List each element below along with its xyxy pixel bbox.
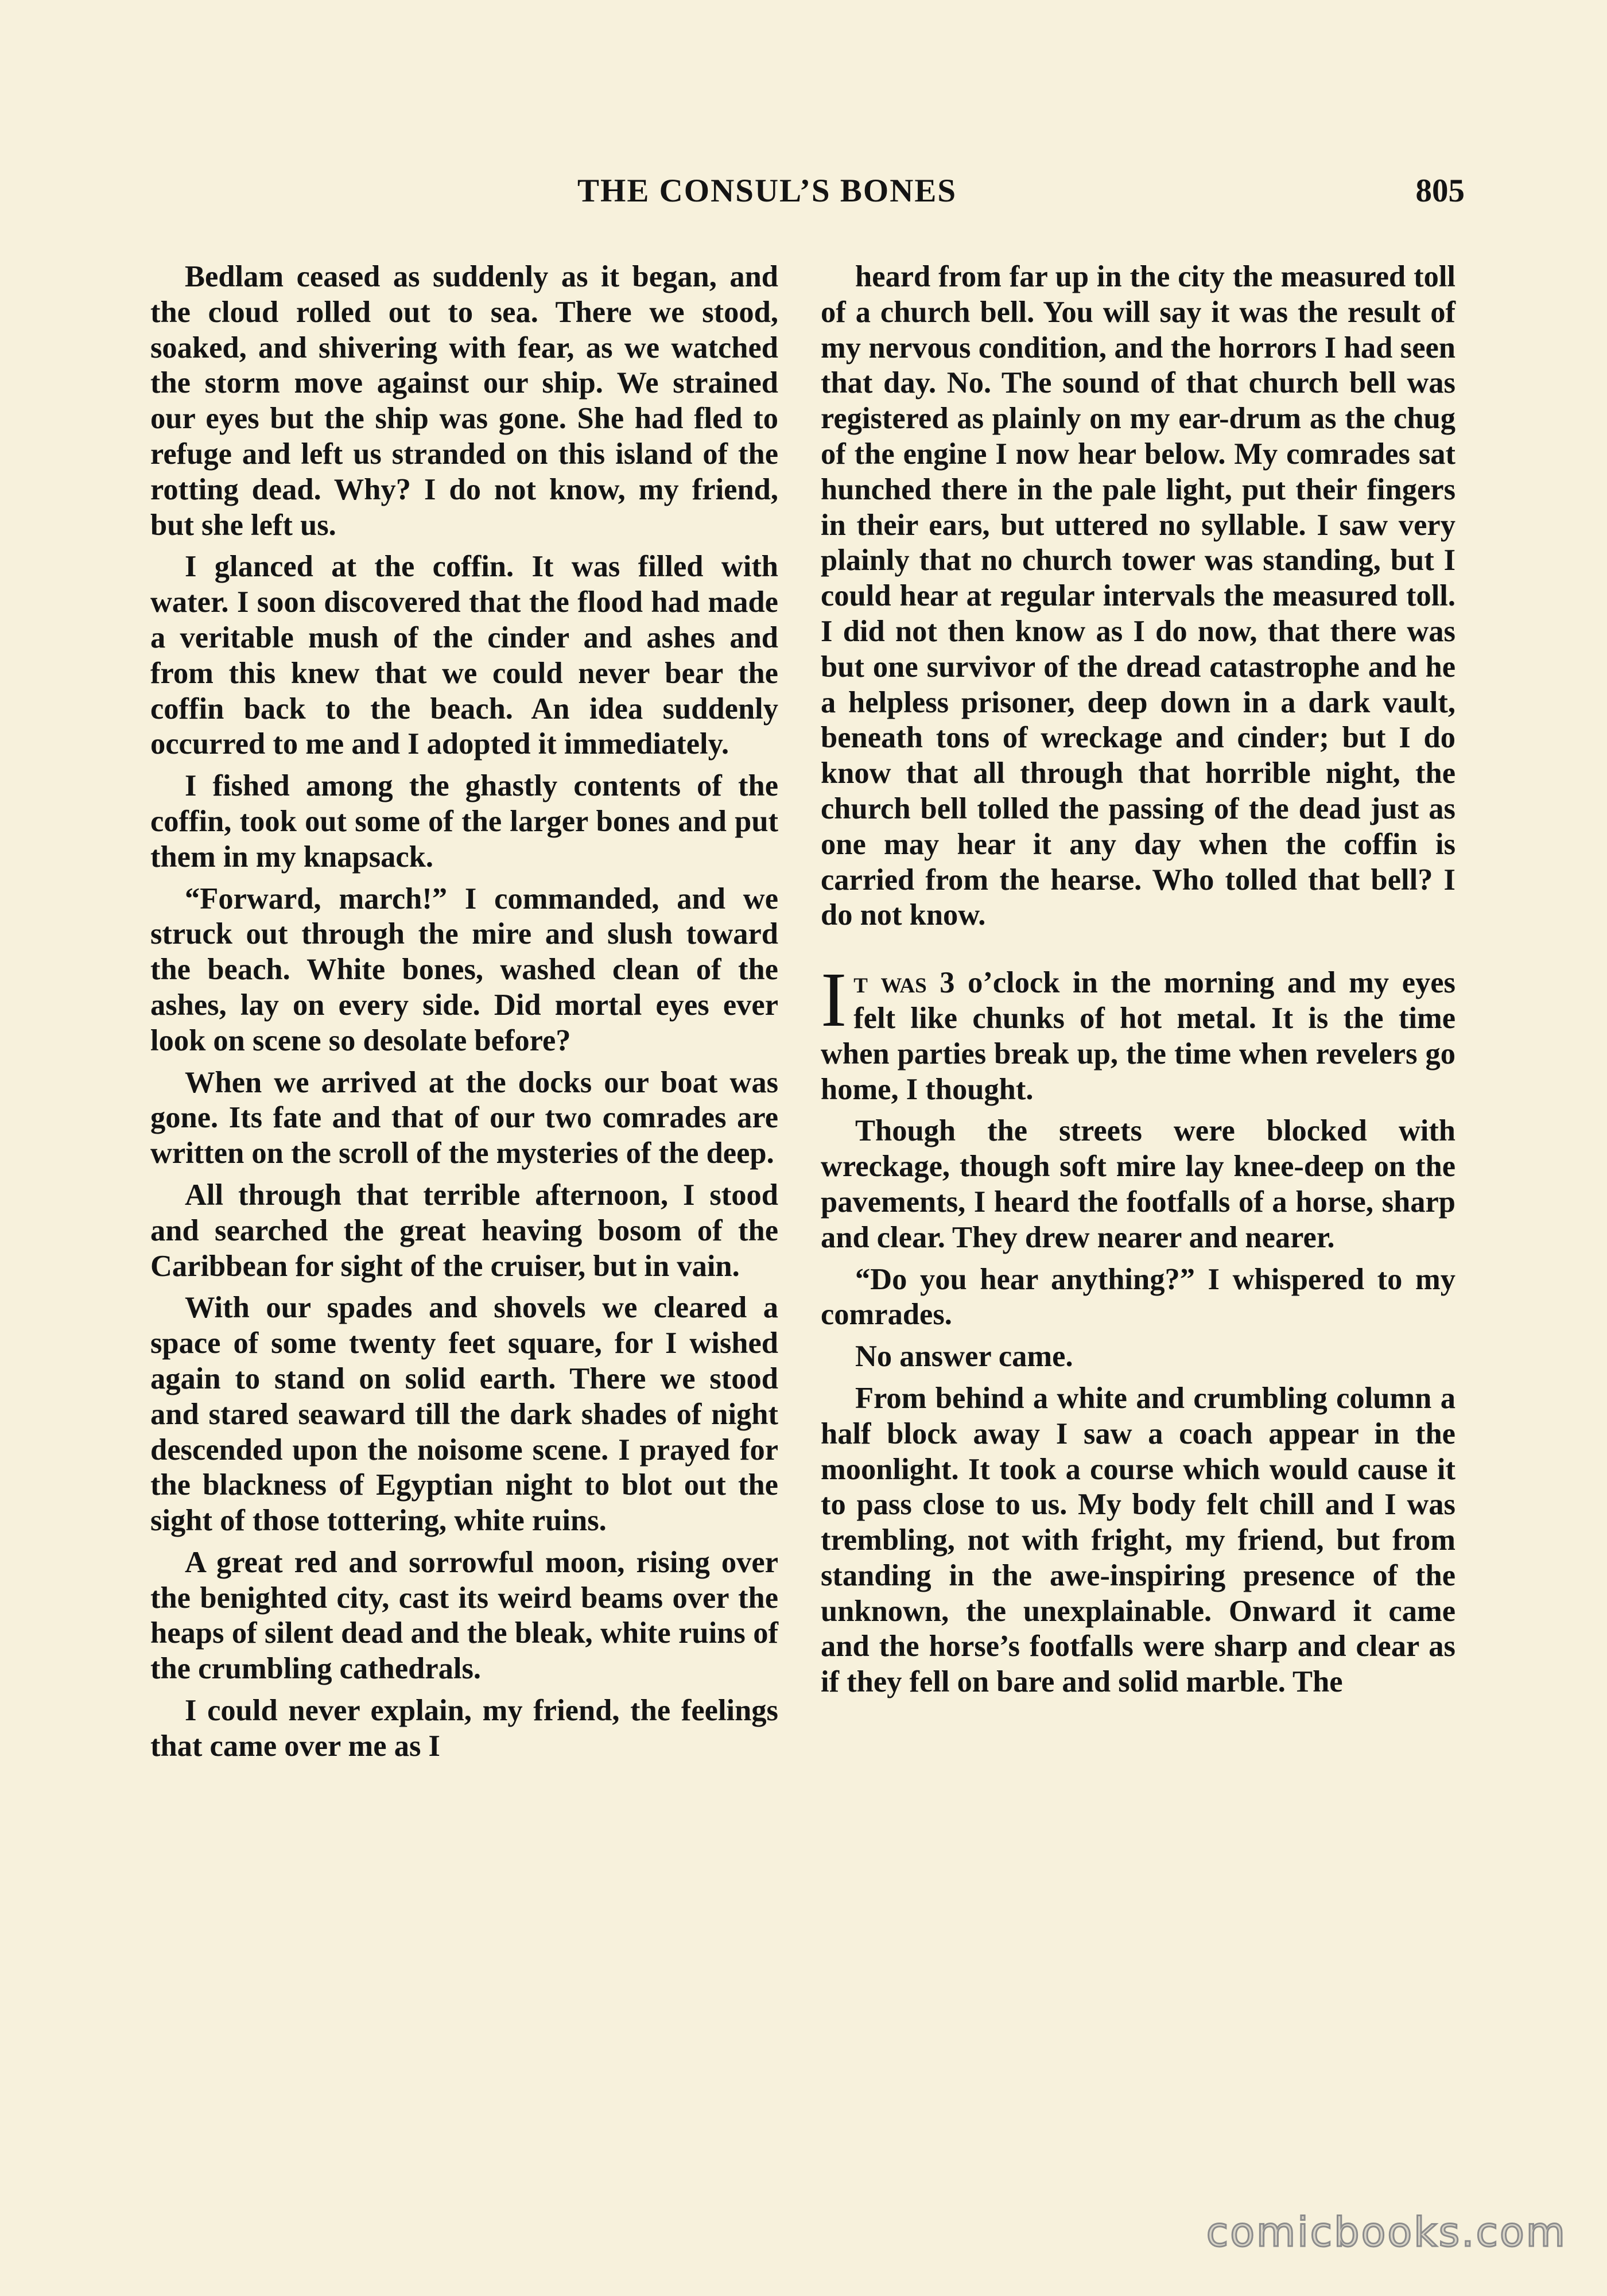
page-number: 805: [1415, 173, 1465, 209]
paragraph: All through that terrible afternoon, I stood and searched the great heaving bosom of the Caribbean for sight of the cruiser, but in vain.: [150, 1178, 778, 1283]
paragraph: When we arrived at the docks our boat was gone. Its fate and that of our two comrades are written on the scroll of the mysteries of the deep.: [150, 1065, 778, 1170]
paragraph: Bedlam ceased as suddenly as it began, and the cloud rolled out to sea. There we stood, soaked, and shivering with fear, as we watched the storm move against our ship. We strained our eyes but the ship was gone. She had fled to refuge and left us stranded on this island of the rotting dead. Why? I do not know, my friend, but she left us.: [150, 260, 778, 542]
section-opening-paragraph: [821, 957, 1455, 1107]
paragraph: I could never explain, my friend, the feelings that came over me as I: [150, 1694, 778, 1763]
paragraph: “Do you hear anything?” I whispered to my comrades.: [821, 1262, 1455, 1332]
paragraph: I fished among the ghastly contents of the coffin, took out some of the larger bones and put them in my knapsack.: [150, 769, 778, 874]
paragraph: A great red and sorrowful moon, rising over the benighted city, cast its weird beams over the heaps of silent dead and the bleak, white ruins of the crumbling cathedrals.: [150, 1545, 778, 1686]
paragraph: From behind a white and crumbling column a half block away I saw a coach appear in the moonlight. It took a course which would cause it to pass close to us. My body felt chill and I was trembling, not with fright, my friend, but from standing in the awe-inspiring presence of the unknown, the unexplainable. Onward it came and the horse’s footfalls were sharp and clear as if they fell on bare and solid marble. The: [821, 1381, 1455, 1699]
paragraph: With our spades and shovels we cleared a space of some twenty feet square, for I wished again to stand on solid earth. There we stood and stared seaward till the dark shades of night descended upon the noisome scene. I prayed for the blackness of Egyptian night to blot out the sight of those tottering, white ruins.: [150, 1291, 778, 1538]
left-column: [150, 259, 778, 1771]
section-opening-text: 3 o’clock in the morning and my eyes felt like chunks of hot metal. It is the time when parties break up, the time when revelers go home, I thought.: [821, 966, 1455, 1106]
paragraph: No answer came.: [855, 1340, 1073, 1374]
paragraph: I glanced at the coffin. It was filled with water. I soon discovered that the flood had made a veritable mush of the cinder and ashes and from this knew that we could never bear the coffin back to the beach. An idea suddenly occurred to me and I adopted it immediately.: [150, 550, 778, 761]
paragraph: Though the streets were blocked with wreckage, though soft mire lay knee-deep on the pavements, I heard the footfalls of a horse, sharp and clear. They drew nearer and nearer.: [821, 1114, 1455, 1254]
paragraph: heard from far up in the city the measured toll of a church bell. You will say it was the result of my nervous condition, and the horrors I had seen that day. No. The sound of that church bell was registered as plainly on my ear-drum as the chug of the engine I now hear below. My comrades sat hunched there in the pale light, put their fingers in their ears, but uttered no syllable. I saw very plainly that no church tower was standing, but I could hear at regular intervals the measured toll. I did not then know as I do now, that there was but one survivor of the dread catastrophe and he a helpless prisoner, deep down in a dark vault, beneath tons of wreckage and cinder; but I do know that all through that horrible night, the church bell tolled the passing of the dead just as one may hear it any day when the coffin is carried from the hearse. Who tolled that bell? I do not know.: [821, 260, 1455, 932]
running-title: THE CONSUL’S BONES: [577, 173, 957, 209]
paragraph: “Forward, march!” I commanded, and we struck out through the mire and slush toward the beach. White bones, washed clean of the ashes, lay on every side. Did mortal eyes ever look on scene so desolate before?: [150, 882, 778, 1057]
drop-cap: I: [821, 957, 847, 1044]
small-caps-lead: t was: [853, 966, 927, 1000]
right-column: [821, 259, 1455, 1707]
watermark-logo: comicbooks.com: [1206, 2209, 1567, 2256]
